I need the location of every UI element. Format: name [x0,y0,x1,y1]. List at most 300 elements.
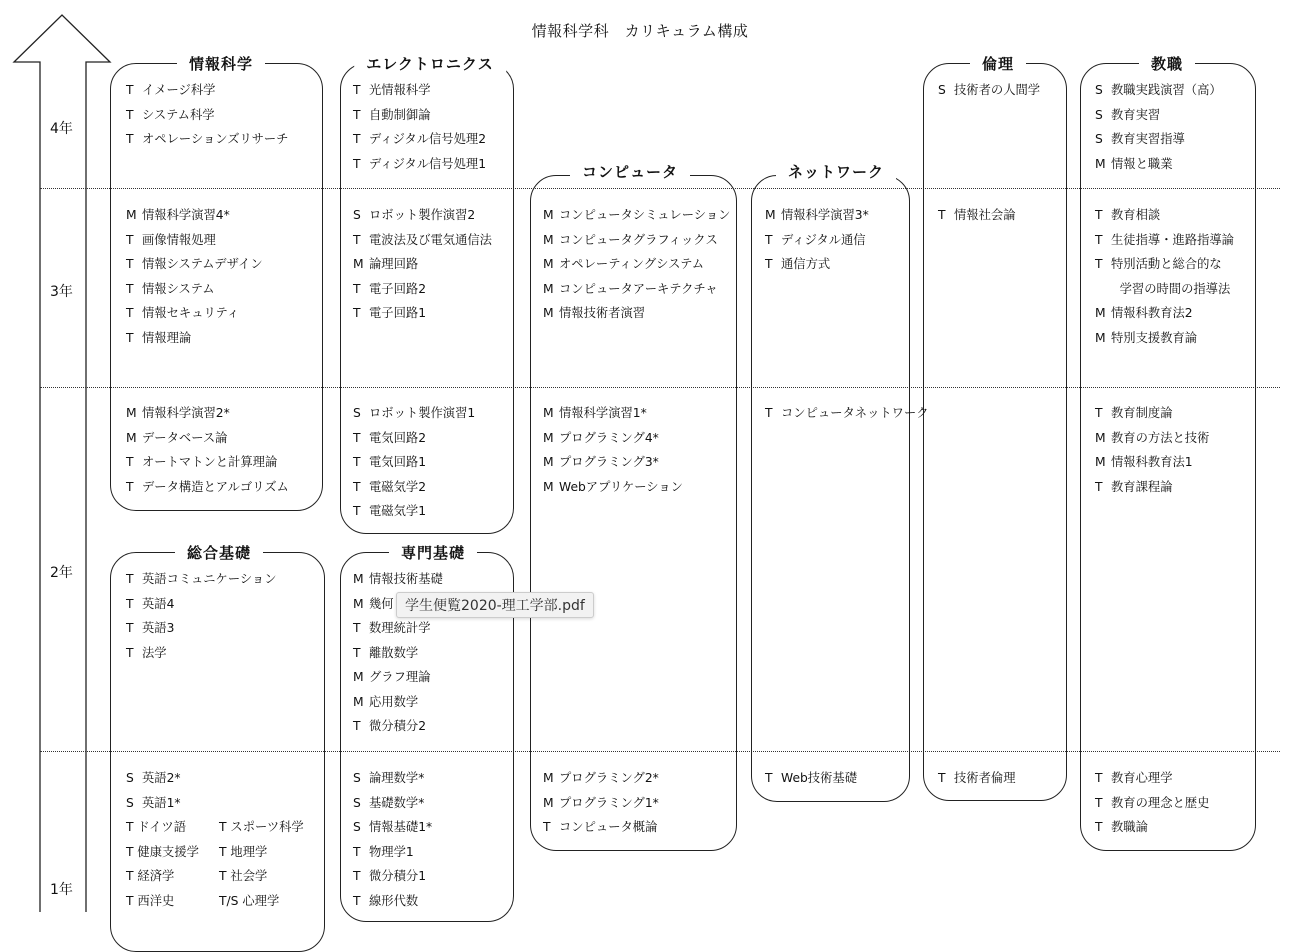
course-item [765,766,857,791]
course-type: T [126,281,134,296]
course-type: S [1095,107,1103,122]
course-type: T [353,479,361,494]
course-item [1095,152,1222,177]
course-item [1095,450,1209,475]
category-title-senmon: 専門基礎 [389,542,477,563]
course-type: T [126,455,134,469]
category-title-kyoshoku: 教職 [1139,53,1195,74]
course-item [126,616,277,641]
course-item [353,864,432,889]
course-name: 教育実習指導 [1111,132,1185,146]
course-item [543,228,730,253]
course-name: ディジタル信号処理1 [369,156,487,171]
course-item [353,616,443,641]
course-list [1095,78,1222,176]
course-item [1095,766,1209,791]
course-type: M [543,771,554,785]
course-list [1095,766,1209,840]
course-name: データ構造とアルゴリズム [142,479,289,494]
course-name: 微分積分2 [369,719,427,733]
course-type: S [1095,132,1103,146]
course-name: 教育相談 [1111,208,1161,222]
course-name: 情報システムデザイン [142,257,263,271]
course-name: 電磁気学1 [369,504,427,518]
course-type: S [353,795,361,810]
course-type: S [126,771,134,785]
course-item [765,252,869,277]
course-name: オートマトンと計算理論 [142,455,278,469]
course-item [353,426,475,451]
course-type: T [353,844,361,859]
course-name: オペレーティングシステム [559,257,705,271]
course-item [1095,252,1234,277]
course-item [938,203,1016,228]
course-type: M [353,596,364,611]
course-name: 情報基礎1* [369,820,433,834]
course-item [353,567,443,592]
course-name: 情報科学演習2* [142,406,230,420]
course-type: T [353,232,361,247]
course-list [938,203,1016,228]
course-item [1095,203,1234,228]
course-name: 教育実習 [1111,107,1161,122]
course-name: 情報科学演習1* [559,406,647,420]
year-label-3: 3年 [50,284,73,300]
course-name: 情報技術基礎 [369,572,443,586]
course-type: T [126,572,134,586]
course-name: 電波法及び電気通信法 [369,232,492,247]
course-name: 情報社会論 [954,208,1016,222]
course-type: M [1095,455,1106,469]
course-list [1095,401,1209,499]
course-type: T [353,719,361,733]
course-item [353,475,475,500]
course-name: ディジタル信号処理2 [369,132,487,146]
course-item [353,152,486,177]
course-item [543,277,730,302]
course-type: T [126,132,134,146]
course-name: プログラミング4* [559,430,659,445]
course-type: T [353,645,361,660]
course-name: 情報科学演習3* [781,208,869,222]
course-type: T [1095,232,1103,247]
course-name: 電気回路2 [369,430,427,445]
course-item [126,426,289,451]
course-type: S [938,83,946,97]
course-item [353,203,492,228]
course-type: T [1095,479,1103,494]
course-name: コンピュータアーキテクチャ [559,281,718,296]
course-type: T [765,406,773,420]
course-item [353,815,432,840]
course-item [1095,326,1234,351]
course-list [938,78,1040,103]
course-type: T [1095,771,1103,785]
course-list [353,78,486,176]
course-type: T [126,257,134,271]
course-name: 英語2* [142,771,181,785]
course-type: M [126,430,137,445]
course-list [126,401,289,499]
course-name: オペレーションズリサーチ [142,132,289,146]
course-name: 情報理論 [142,330,192,345]
course-item [126,864,219,889]
course-type: T [126,820,138,834]
course-name: 物理学1 [369,844,414,859]
course-item [126,592,277,617]
course-name: システム科学 [142,107,215,122]
course-type: T [126,330,134,345]
course-type: M [126,406,137,420]
course-item [126,889,219,914]
course-item [353,499,475,524]
course-item [126,791,181,816]
course-type: T [126,645,134,660]
course-name: 電子回路1 [369,306,427,320]
course-name: 社会学 [230,869,268,883]
course-type: M [543,208,554,222]
course-type: T [219,869,231,883]
course-name: ロボット製作演習1 [369,406,476,420]
course-name: コンピュータ概論 [559,820,658,834]
course-name: 教育心理学 [1111,771,1173,785]
course-name: データベース論 [142,430,228,445]
category-title-rinri: 倫理 [970,53,1026,74]
course-list [126,78,288,152]
year-label-4: 4年 [50,121,73,137]
course-type: M [543,795,554,810]
course-item [353,889,432,914]
page-title: 情報科学科 カリキュラム構成 [531,22,749,40]
course-name: 画像情報処理 [142,232,216,247]
course-item [1095,78,1222,103]
course-item [353,228,492,253]
course-type: T [126,232,134,247]
course-item [126,301,263,326]
course-list [543,203,730,326]
course-item [126,127,288,152]
course-item [126,252,263,277]
course-type: T [353,504,361,518]
course-type: T [219,820,231,834]
course-type: T [353,156,361,171]
course-type: M [353,257,364,271]
course-item [353,690,443,715]
course-name: 情報と職業 [1111,156,1173,171]
course-item [219,869,267,883]
course-name: スポーツ科学 [230,820,304,834]
course-list [353,766,432,913]
course-list [765,401,929,426]
course-name: 教育課程論 [1111,479,1173,494]
course-list [543,766,659,840]
course-type: T/S [219,893,243,908]
course-name: 情報科学演習4* [142,208,230,222]
course-type: T [353,430,361,445]
course-name: 心理学 [242,893,280,908]
course-type: T [126,893,138,908]
course-type: T [126,621,134,635]
course-item [353,252,492,277]
course-item [1095,228,1234,253]
course-item [126,78,288,103]
course-type: M [1095,330,1106,345]
course-type: M [1095,156,1106,171]
course-name: 論理数学* [369,771,425,785]
course-type: T [219,844,231,859]
course-name: 光情報科学 [369,83,431,97]
course-name: ロボット製作演習2 [369,208,476,222]
course-type: T [1095,820,1103,834]
course-item [1095,277,1234,302]
course-type: M [765,208,776,222]
course-name: 情報科教育法2 [1111,306,1193,320]
course-type: M [543,232,554,247]
course-item-pair [126,815,304,840]
course-type: M [543,406,554,420]
course-list [126,567,277,665]
course-list [938,766,1016,791]
course-item [353,641,443,666]
course-item [126,641,277,666]
course-name: 特別支援教育論 [1111,330,1198,345]
course-name: 基礎数学* [369,795,425,810]
course-name: Webアプリケーション [559,479,683,494]
category-title-elec: エレクトロニクス [354,53,506,74]
course-type: M [353,670,364,684]
course-name: 英語3 [142,621,175,635]
course-item [543,766,659,791]
course-item [353,665,443,690]
course-item [353,301,492,326]
course-type: T [126,596,134,611]
course-list-pairs [126,815,304,913]
course-type: T [353,306,361,320]
category-title-comp: コンピュータ [570,161,690,182]
course-item [126,475,289,500]
course-type: T [938,771,946,785]
course-item [126,203,263,228]
course-type: M [543,455,554,469]
category-title-joho: 情報科学 [177,53,265,74]
course-type: T [126,479,134,494]
course-type: T [353,621,361,635]
course-item [543,475,683,500]
course-name: グラフ理論 [369,670,431,684]
file-name-tooltip: 学生便覧2020-理工学部.pdf [396,592,594,618]
course-item [938,78,1040,103]
course-item [938,766,1016,791]
course-type: T [353,893,361,908]
course-item [126,567,277,592]
course-list [765,203,869,277]
course-name: イメージ科学 [142,83,216,97]
course-name: 電気回路1 [369,455,427,469]
course-name: 応用数学 [369,694,419,709]
course-name: コンピュータシミュレーション [559,208,731,222]
course-item [353,401,475,426]
course-type: T [765,232,773,247]
course-item [1095,815,1209,840]
course-type: T [765,257,773,271]
course-type: T [353,132,361,146]
course-type: T [1095,795,1103,810]
course-type: S [353,208,361,222]
course-type: T [1095,257,1103,271]
course-name: 法学 [142,645,167,660]
course-name: プログラミング1* [559,795,659,810]
course-type: T [353,281,361,296]
course-name: 幾何 [369,596,394,611]
course-type: S [1095,83,1103,97]
course-type: T [126,306,134,320]
category-title-net: ネットワーク [776,161,896,182]
course-item [1095,103,1222,128]
course-type: M [543,281,554,296]
course-type: T [126,107,134,122]
course-name: 生徒指導・進路指導論 [1111,232,1234,247]
course-item [543,252,730,277]
course-name: 英語4 [142,596,175,611]
course-item [219,820,304,834]
course-name: 自動制御論 [369,107,431,122]
course-name: 教育制度論 [1111,406,1173,420]
course-item [353,840,432,865]
year-label-2: 2年 [50,565,73,581]
course-list [543,401,683,499]
course-type: M [1095,430,1106,445]
course-list [765,766,857,791]
course-item [543,426,683,451]
course-name: 通信方式 [781,257,831,271]
course-list [353,203,492,326]
course-type: S [353,406,361,420]
course-item [543,401,683,426]
course-item [126,450,289,475]
course-name: 技術者の人間学 [954,83,1041,97]
course-item [126,401,289,426]
category-title-sogo: 総合基礎 [175,542,263,563]
course-type: T [765,771,773,785]
course-item [126,326,263,351]
course-item [765,228,869,253]
course-item [353,78,486,103]
course-item [543,301,730,326]
course-name: 地理学 [230,844,268,859]
course-item-pair [126,840,304,865]
course-type: M [543,257,554,271]
course-type: M [543,479,554,494]
course-list [126,766,181,815]
year-label-1: 1年 [50,882,73,898]
course-name: コンピュータグラフィックス [559,232,718,247]
course-name: 数理統計学 [369,621,431,635]
course-item [765,203,869,228]
course-name: 技術者倫理 [954,771,1016,785]
course-type: T [353,869,361,883]
course-name: 英語1* [142,795,181,810]
course-type: M [353,572,364,586]
course-name: 情報システム [142,281,215,296]
course-type: T [543,820,551,834]
course-name: プログラミング2* [559,771,659,785]
course-type: T [126,844,138,859]
course-type: T [938,208,946,222]
course-type: T [126,83,134,97]
course-item [353,714,443,739]
course-type: T [126,869,138,883]
course-item [1095,426,1209,451]
course-type: T [353,455,361,469]
course-name: 特別活動と総合的な [1111,257,1222,271]
course-name: 教育の方法と技術 [1111,430,1210,445]
course-item-pair [126,889,304,914]
course-item [353,103,486,128]
course-item [543,791,659,816]
course-item [353,127,486,152]
course-type: T [353,83,361,97]
course-name: 電磁気学2 [369,479,427,494]
course-type: S [353,820,361,834]
course-name: 英語コミュニケーション [142,572,277,586]
course-name: 微分積分1 [369,869,427,883]
course-name: 学習の時間の指導法 [1095,281,1231,296]
course-item [353,791,432,816]
course-name: 教職論 [1111,820,1148,834]
course-item [543,203,730,228]
course-name: 情報技術者演習 [559,306,646,320]
course-list [353,401,475,524]
course-name: 電子回路2 [369,281,427,296]
course-type: M [126,208,137,222]
course-item [1095,401,1209,426]
course-name: 西洋史 [137,893,175,908]
course-name: 教職実践演習（高） [1111,83,1222,97]
course-name: 健康支援学 [137,844,199,859]
course-item [543,450,683,475]
course-item [1095,475,1209,500]
course-name: プログラミング3* [559,455,659,469]
course-item [1095,127,1222,152]
course-type: M [543,306,554,320]
course-item [126,766,181,791]
course-type: S [126,795,134,810]
course-item [353,766,432,791]
course-item [1095,301,1234,326]
course-type: M [353,694,364,709]
course-name: ドイツ語 [137,820,186,834]
course-name: 経済学 [137,869,175,883]
course-type: M [543,430,554,445]
course-type: S [353,771,361,785]
course-list [126,203,263,350]
course-list [1095,203,1234,350]
course-item [1095,791,1209,816]
course-item [126,103,288,128]
course-name: 線形代数 [369,893,419,908]
course-name: Web技術基礎 [781,771,857,785]
course-type: T [353,107,361,122]
course-type: T [1095,406,1103,420]
course-item [219,894,279,908]
category-box-rinri [923,63,1067,801]
course-item [353,450,475,475]
course-name: 論理回路 [369,257,419,271]
course-name: ディジタル通信 [781,232,866,247]
course-name: 情報セキュリティ [142,306,240,320]
course-item-pair [126,864,304,889]
course-item [353,277,492,302]
